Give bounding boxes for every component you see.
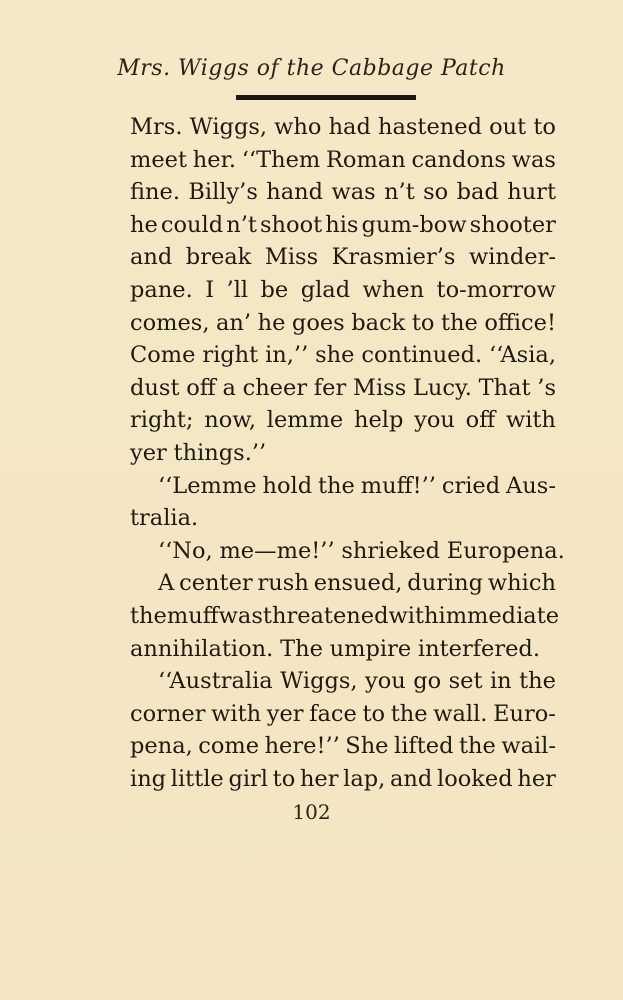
text-line: meet her. ‘‘Them Roman candons was — [130, 146, 556, 173]
text-line: pena, come here!’’ She lifted the wail- — [130, 733, 556, 760]
text-line: pane. I ’ll be glad when to-morrow — [130, 276, 556, 303]
text-line: right; now, lemme help you off with — [130, 407, 556, 434]
running-head-title: Mrs. Wiggs of the Cabbage Patch — [117, 56, 506, 81]
text-line: ‘‘No, me—me!’’ shrieked Europena. — [158, 537, 565, 564]
text-line: ‘‘Australia Wiggs, you go set in the — [158, 668, 556, 695]
text-line: ‘‘Lemme hold the muff!’’ cried Aus- — [158, 472, 556, 499]
text-line: tralia. — [130, 505, 199, 532]
text-line: dust off a cheer fer Miss Lucy. That ’s — [130, 374, 556, 401]
header-rule — [236, 95, 416, 100]
text-line: yer things.’’ — [130, 439, 267, 466]
text-line: fine. Billy’s hand was n’t so bad hurt — [130, 179, 556, 206]
text-line: Mrs. Wiggs, who had hastened out to — [130, 114, 556, 140]
text-line: the muff was threatened with immediate — [130, 602, 560, 629]
text-line: comes, an’ he goes back to the office! — [130, 309, 556, 336]
text-line: Come right in,’’ she continued. ‘‘Asia, — [130, 342, 556, 369]
text-line: and break Miss Krasmier’s winder- — [130, 244, 556, 271]
text-line: A center rush ensued, during which — [158, 570, 556, 597]
body-text — [130, 111, 565, 795]
text-line: he could n’t shoot his gum-bow shooter — [130, 211, 556, 238]
page-number: 102 — [292, 800, 331, 824]
text-line: ing little girl to her lap, and looked her — [130, 765, 556, 792]
text-line: annihilation. The umpire interfered. — [130, 635, 540, 662]
text-line: corner with yer face to the wall. Euro- — [130, 700, 556, 727]
